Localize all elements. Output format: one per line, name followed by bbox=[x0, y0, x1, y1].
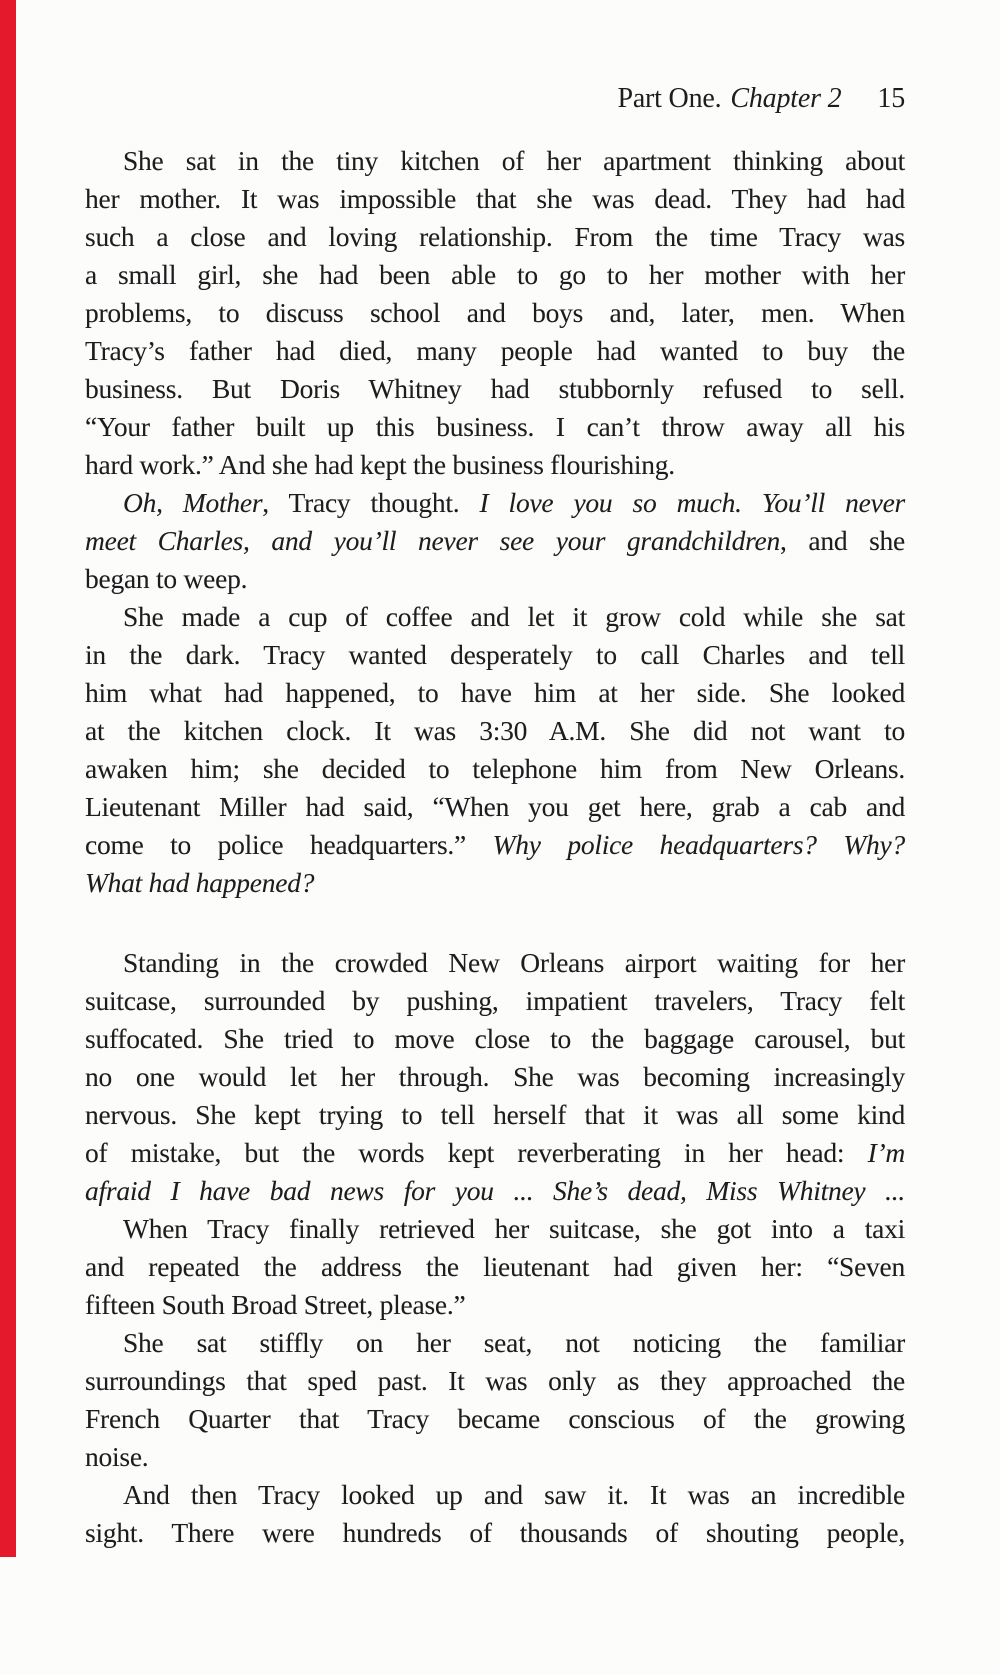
text-segment: of mistake, but the words kept reverberating in her head: bbox=[85, 1137, 868, 1168]
text-segment: I’m bbox=[867, 1137, 905, 1168]
text-line bbox=[85, 636, 905, 674]
text-segment: And then Tracy looked up and saw it. It was an incredible bbox=[123, 1479, 905, 1510]
running-header bbox=[85, 80, 905, 118]
paragraph bbox=[85, 142, 905, 484]
text-line bbox=[85, 332, 905, 370]
text-line bbox=[85, 1248, 905, 1286]
page-number: 15 bbox=[877, 83, 905, 114]
text-line bbox=[85, 674, 905, 712]
text-line bbox=[85, 1134, 905, 1172]
text-line bbox=[85, 484, 905, 522]
paragraph bbox=[85, 1210, 905, 1324]
text-line bbox=[85, 1172, 905, 1210]
paragraph bbox=[85, 484, 905, 598]
text-segment: , Tracy thought. bbox=[262, 487, 480, 518]
text-segment: She made a cup of coffee and let it grow cold while she sat bbox=[123, 601, 905, 632]
text-segment: business. But Doris Whitney had stubbornly refused to sell. bbox=[85, 373, 905, 404]
text-segment: and repeated the address the lieutenant had given her: “Seven bbox=[85, 1251, 905, 1282]
text-segment: She sat in the tiny kitchen of her apartment thinking about bbox=[123, 145, 905, 176]
text-line bbox=[85, 788, 905, 826]
text-line bbox=[85, 1058, 905, 1096]
text-segment: I love you so much. You’ll never bbox=[479, 487, 905, 518]
text-segment: hard work.” And she had kept the business flourishing. bbox=[85, 449, 675, 480]
text-segment: Why police headquarters? Why? bbox=[492, 829, 905, 860]
text-segment: sight. There were hundreds of thousands of shouting people, bbox=[85, 1517, 905, 1548]
text-line bbox=[85, 1362, 905, 1400]
text-segment: suitcase, surrounded by pushing, impatient travelers, Tracy felt bbox=[85, 985, 905, 1016]
text-segment: began to weep. bbox=[85, 563, 248, 594]
paragraph bbox=[85, 1476, 905, 1552]
text-segment: noise. bbox=[85, 1441, 149, 1472]
text-line bbox=[85, 1020, 905, 1058]
text-segment: Oh, Mother bbox=[123, 487, 263, 518]
text-line bbox=[85, 560, 905, 598]
text-line bbox=[85, 1324, 905, 1362]
text-line bbox=[85, 826, 905, 864]
text-segment: French Quarter that Tracy became conscious of the growing bbox=[85, 1403, 905, 1434]
paragraph bbox=[85, 598, 905, 902]
text-segment: Lieutenant Miller had said, “When you get here, grab a cab and bbox=[85, 791, 905, 822]
text-segment: in the dark. Tracy wanted desperately to call Charles and tell bbox=[85, 639, 905, 670]
text-segment: come to police headquarters.” bbox=[85, 829, 493, 860]
text-line bbox=[85, 1514, 905, 1552]
text-segment: problems, to discuss school and boys and, later, men. When bbox=[85, 297, 905, 328]
text-segment: suffocated. She tried to move close to the baggage carousel, but bbox=[85, 1023, 905, 1054]
header-chapter-title: Chapter 2 bbox=[730, 83, 842, 114]
text-line bbox=[85, 750, 905, 788]
text-line bbox=[85, 1210, 905, 1248]
text-line bbox=[85, 1400, 905, 1438]
text-segment: meet Charles, and you’ll never see your grandchildren bbox=[85, 525, 780, 556]
text-line bbox=[85, 1476, 905, 1514]
text-segment: She sat stiffly on her seat, not noticing the familiar bbox=[123, 1327, 905, 1358]
paragraph bbox=[85, 944, 905, 1210]
text-segment: such a close and loving relationship. From the time Tracy was bbox=[85, 221, 905, 252]
text-line bbox=[85, 1438, 905, 1476]
paragraph bbox=[85, 1324, 905, 1476]
text-line bbox=[85, 180, 905, 218]
text-segment: Tracy’s father had died, many people had wanted to buy the bbox=[85, 335, 905, 366]
text-segment: , and she bbox=[779, 525, 905, 556]
text-line bbox=[85, 294, 905, 332]
text-segment: fifteen South Broad Street, please.” bbox=[85, 1289, 466, 1320]
text-line bbox=[85, 982, 905, 1020]
text-line bbox=[85, 408, 905, 446]
text-line bbox=[85, 446, 905, 484]
text-segment: “Your father built up this business. I can’t throw away all his bbox=[85, 411, 905, 442]
text-segment: awaken him; she decided to telephone him from New Orleans. bbox=[85, 753, 905, 784]
header-part-title: Part One. bbox=[617, 83, 722, 114]
text-line bbox=[85, 598, 905, 636]
text-line bbox=[85, 522, 905, 560]
text-segment: nervous. She kept trying to tell herself that it was all some kind bbox=[85, 1099, 905, 1130]
body-text bbox=[85, 142, 905, 1552]
text-segment: afraid I have bad news for you ... She’s dead, Miss Whitney ... bbox=[85, 1175, 905, 1206]
text-line bbox=[85, 712, 905, 750]
text-segment: When Tracy finally retrieved her suitcase, she got into a taxi bbox=[123, 1213, 905, 1244]
text-line bbox=[85, 944, 905, 982]
text-line bbox=[85, 370, 905, 408]
text-segment: at the kitchen clock. It was 3:30 A.M. She did not want to bbox=[85, 715, 905, 746]
text-segment: her mother. It was impossible that she was dead. They had had bbox=[85, 183, 905, 214]
text-line bbox=[85, 218, 905, 256]
text-line bbox=[85, 256, 905, 294]
book-cover-edge bbox=[0, 0, 16, 1557]
text-line bbox=[85, 864, 905, 902]
text-segment: What had happened? bbox=[85, 867, 315, 898]
text-line bbox=[85, 1286, 905, 1324]
text-line bbox=[85, 1096, 905, 1134]
text-segment: no one would let her through. She was becoming increasingly bbox=[85, 1061, 905, 1092]
text-segment: Standing in the crowded New Orleans airport waiting for her bbox=[123, 947, 905, 978]
text-segment: a small girl, she had been able to go to her mother with her bbox=[85, 259, 905, 290]
text-segment: him what had happened, to have him at her side. She looked bbox=[85, 677, 905, 708]
text-line bbox=[85, 142, 905, 180]
text-segment: surroundings that sped past. It was only as they approached the bbox=[85, 1365, 905, 1396]
